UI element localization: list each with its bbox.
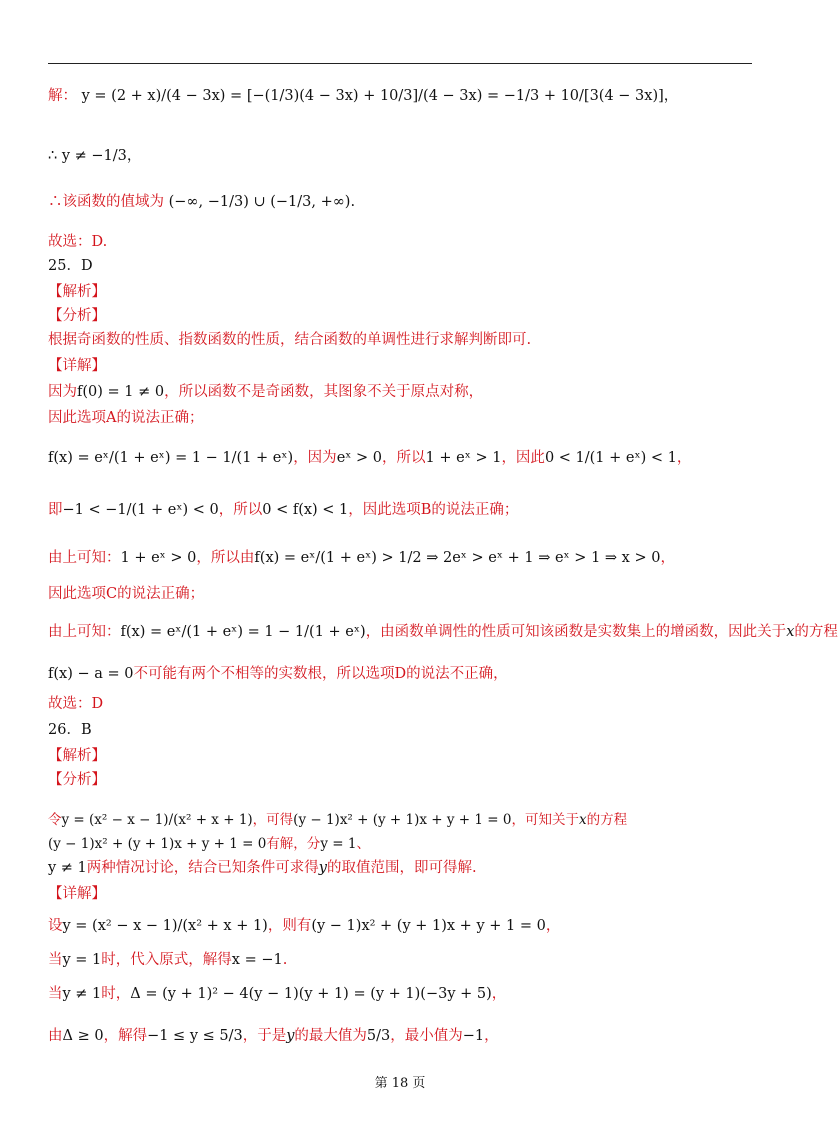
text: 的方程 [794,624,838,640]
math-expression: (y − 1)x² + (y + 1)x + y + 1 = 0 [311,918,546,934]
math-expression: ∴ y ≠ −1/3， [48,148,142,164]
math-expression: −1 < −1/(1 + eˣ) < 0 [62,502,219,518]
analysis-text: 根据奇函数的性质、指数函数的性质，结合函数的单调性进行求解判断即可. [48,332,532,348]
text: 两种情况讨论，结合已知条件可求得 [86,860,319,876]
math-variable: x [786,624,795,640]
math-expression: y = 1 [320,836,357,852]
math-expression: Δ ≥ 0 [62,1028,104,1044]
detail-line-4 [48,500,518,520]
math-expression: 1 + eˣ > 0 [120,550,197,566]
math-expression: Δ = (y + 1)² − 4(y − 1)(y + 1) = (y + 1)(−3y + 5) [130,986,492,1002]
math-expression: y = (x² − x − 1)/(x² + x + 1) [61,812,253,828]
section-xiangjie: 【详解】 [48,358,106,374]
math-expression: f(x) = eˣ/(1 + eˣ) = 1 − 1/(1 + eˣ) [120,624,366,640]
solution-label: 解： [48,88,77,104]
math-expression: 0 < 1/(1 + eˣ) < 1 [544,450,677,466]
detail-line-2: 因此选项A的说法正确； [48,410,204,426]
analysis-line-1b [48,834,370,854]
text: 令 [48,812,62,828]
math-expression: y ≠ 1 [48,860,87,876]
detail-line-1 [48,382,483,402]
text: 的方程 [586,812,628,828]
math-expression: −1 [462,1028,485,1044]
text: ，所以函数不是奇函数，其图象不关于原点对称， [164,384,484,400]
math-expression: (y − 1)x² + (y + 1)x + y + 1 = 0 [293,812,512,828]
text: ，则有 [267,918,312,934]
detail-line-3 [48,448,691,468]
detail-line-12 [48,1026,499,1046]
detail-line-8 [48,664,508,684]
text: 不可能有两个不相等的实数根，所以选项D的说法不正确， [133,666,508,682]
text: 由上可知： [48,624,121,640]
analysis-line-1 [48,810,627,830]
text: ，可得 [252,812,294,828]
math-variable: y [286,1028,295,1044]
text: ，于是 [242,1028,287,1044]
section-xiangjie: 【详解】 [48,886,106,902]
text: ，因此选项B的说法正确； [348,502,519,518]
text: 设 [48,918,63,934]
math-expression: f(0) = 1 ≠ 0 [77,384,165,400]
math-expression: y = (x² − x − 1)/(x² + x + 1) [62,918,268,934]
question-number-25: 25．D [48,258,93,274]
text: ， [660,550,675,566]
text: ，可知关于 [511,812,579,828]
answer-line: 故选：D. [48,234,108,250]
detail-line-7 [48,622,838,642]
text: 时， [101,986,131,1002]
text: ，所以 [218,502,263,518]
math-expression: 1 + eˣ > 1 [425,450,502,466]
detail-line-6: 因此选项C的说法正确； [48,586,205,602]
text: ， [484,1028,499,1044]
solution-line-1 [48,86,678,106]
text: ， [545,918,561,934]
math-variable: x [578,812,587,828]
detail-line-10 [48,950,287,970]
section-fenxi: 【分析】 [48,772,106,788]
math-expression: y = 1 [62,952,102,968]
text: ，由函数单调性的性质可知该函数是实数集上的增函数，因此关于 [365,624,787,640]
math-expression: y ≠ 1 [62,986,102,1002]
text: 当 [48,952,63,968]
section-jiexi: 【解析】 [48,284,106,300]
text: 有解，分 [266,836,321,852]
text: ，最小值为 [390,1028,463,1044]
text: ， [676,450,692,466]
text: ，所以 [382,450,426,466]
text: ，所以由 [196,550,255,566]
answer-line: 故选：D [48,696,104,712]
text: 由 [48,1028,63,1044]
text: 当 [48,986,63,1002]
solution-line-2 [48,146,141,166]
question-number-26: 26．B [48,722,92,738]
math-expression: f(x) = eˣ/(1 + eˣ) > 1/2 ⇒ 2eˣ > eˣ + 1 ⇒ eˣ > 1 ⇒ x > 0 [254,550,661,566]
text: 时，代入原式，解得 [101,952,232,968]
text: 、 [356,836,370,852]
text: ，因为 [293,450,337,466]
section-jiexi: 【解析】 [48,748,106,764]
text: . [282,952,288,968]
analysis-line-2 [48,858,477,878]
math-expression: 0 < f(x) < 1 [262,502,349,518]
math-expression: eˣ > 0 [336,450,383,466]
math-expression: y = (2 + x)/(4 − 3x) = [−(1/3)(4 − 3x) + 10/3]/(4 − 3x) = −1/3 + 10/[3(4 − 3x)]， [81,88,679,104]
math-expression: (y − 1)x² + (y + 1)x + y + 1 = 0 [48,836,267,852]
text: 的取值范围，即可得解. [327,860,477,876]
text: ，因此 [501,450,545,466]
math-expression: −1 ≤ y ≤ 5/3 [147,1028,243,1044]
math-expression: x = −1 [231,952,283,968]
text: 因为 [48,384,77,400]
section-fenxi: 【分析】 [48,308,106,324]
page-footer: 第 18 页 [374,1076,426,1091]
math-variable: y [318,860,327,876]
math-expression: f(x) = eˣ/(1 + eˣ) = 1 − 1/(1 + eˣ) [48,450,294,466]
text: ∴该函数的值域为 [48,194,164,210]
text: ， [491,986,507,1002]
text: ，解得 [103,1028,148,1044]
detail-line-9 [48,916,560,936]
text: 的最大值为 [294,1028,367,1044]
solution-line-3 [48,192,355,212]
text: 即 [48,502,63,518]
detail-line-5 [48,548,675,568]
top-rule [48,63,752,64]
detail-line-11 [48,984,506,1004]
math-expression: f(x) − a = 0 [48,666,134,682]
math-expression: 5/3 [366,1028,391,1044]
text: 由上可知： [48,550,121,566]
math-expression: (−∞, −1/3) ∪ (−1/3, +∞). [168,194,356,210]
